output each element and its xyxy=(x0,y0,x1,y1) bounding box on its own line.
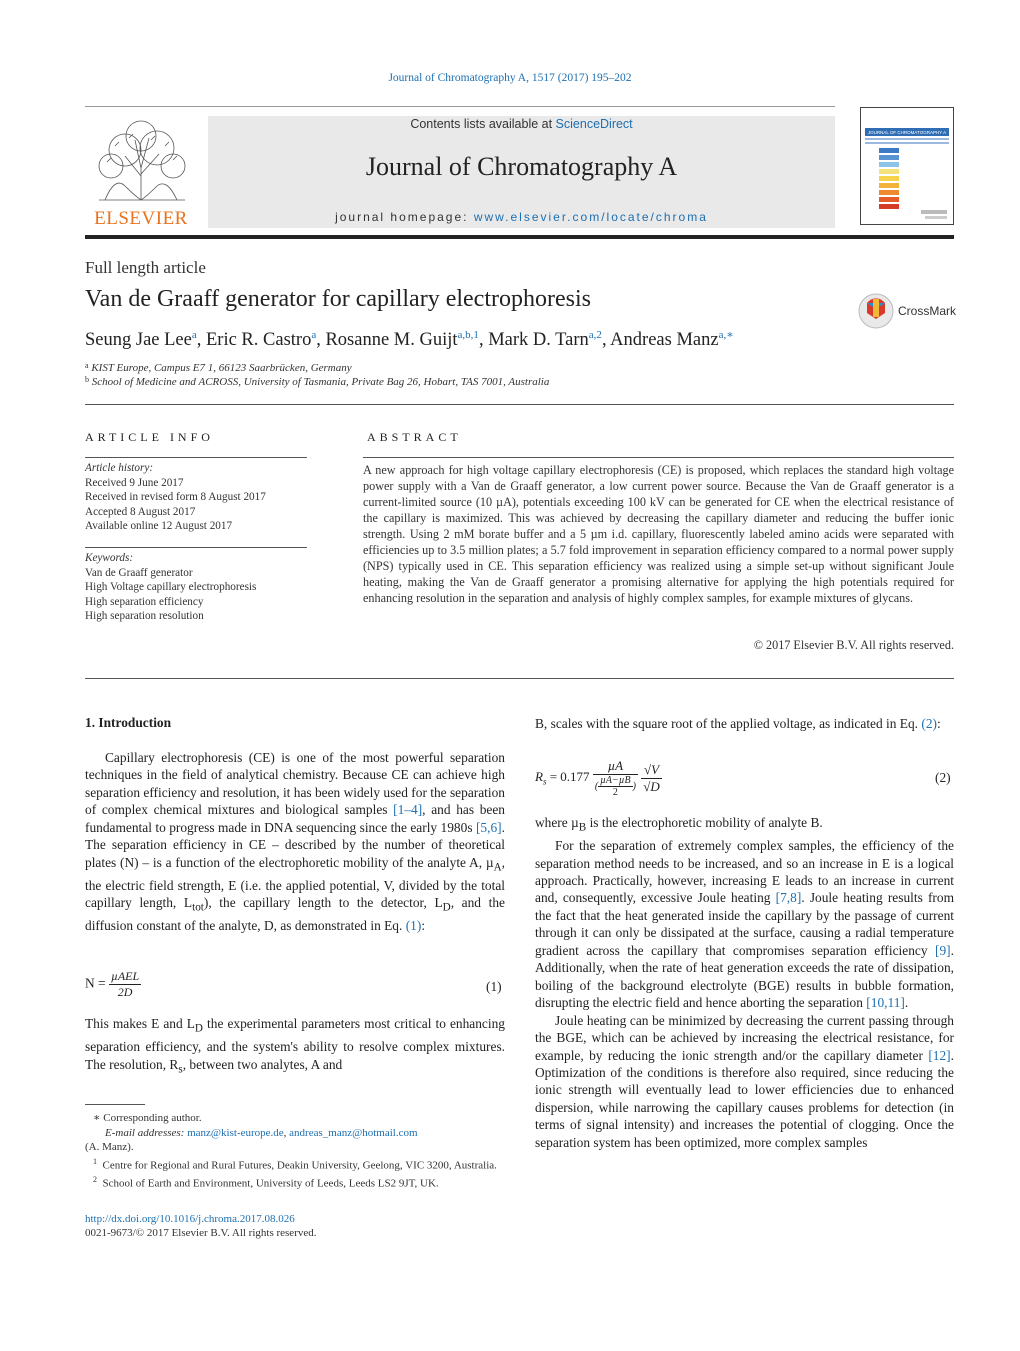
equation-fraction xyxy=(593,758,638,798)
text-run: , between two analytes, A and xyxy=(182,1056,343,1072)
article-info-heading: ARTICLE INFO xyxy=(85,430,214,444)
text-run: Joule heating can be minimized by decreasing the current passing through the BGE, which can be achieved by increasing the electrical resistance, for example, by reducing the ionic strength and/or the capillary diameter xyxy=(535,1012,954,1063)
journal-citation[interactable]: Journal of Chromatography A, 1517 (2017) 195–202 xyxy=(388,72,632,84)
header-rule xyxy=(85,106,835,107)
history-item: Received in revised form 8 August 2017 xyxy=(85,491,266,503)
affiliation-rule xyxy=(85,404,954,405)
author-list: Seung Jae Lee$^a$, Eric R. Castro$^a$, Rosanne M. Guijt$^{a,b,1}$, Mark D. Tarn$^{a,2}$, Andreas Manz$^{a,∗}$ xyxy=(85,329,734,350)
keyword-item: High Voltage capillary electrophoresis xyxy=(85,581,257,593)
body-rule xyxy=(85,678,954,679)
equation-inner-numerator: µA−µB xyxy=(600,775,631,786)
author-name: Seung Jae Lee xyxy=(85,330,192,350)
elsevier-wordmark: ELSEVIER xyxy=(94,208,188,228)
corresponding-author: ∗ Corresponding author. xyxy=(93,1112,202,1124)
text-run: Capillary electrophoresis (CE) is one of the most powerful separation techniques in the field of analytical chemistry. Because CE can achieve high separation efficiency and resolution, it has been widely used for the separation of complex chemical mixtures and biological samples xyxy=(85,750,505,818)
text-run: , and has been fundamental to progress made in DNA sequencing since the early 1980s xyxy=(85,802,505,835)
equation-lhs: R xyxy=(535,768,543,784)
reference-link[interactable]: [12] xyxy=(928,1047,951,1063)
subscript: s xyxy=(178,1063,183,1076)
email-owner: (A. Manz). xyxy=(85,1141,134,1153)
text-run: where µ xyxy=(535,815,579,830)
doi-link[interactable] xyxy=(85,1212,295,1227)
subscript: A xyxy=(493,861,502,874)
footnote-marker: 2 xyxy=(93,1174,97,1184)
text-run: . Additionally, when the rate of heat generation exceeds the rate of dissipation, boiling of the background electrolyte (BGE) results in bubble formation, disrupting the electric field and hence aborting the separation xyxy=(535,942,954,1011)
subscript: D xyxy=(442,901,451,914)
keyword-item: High separation efficiency xyxy=(85,595,204,608)
text-run: the experimental parameters most critical to enhancing separation efficiency, and the system's ability to resolve complex mixtures. The resolution, R xyxy=(85,1016,505,1072)
text-run: : xyxy=(937,716,941,731)
text-run: ), the capillary length to the detector, L xyxy=(203,895,443,911)
keywords xyxy=(85,551,307,624)
author-affil-link[interactable]: a xyxy=(191,329,197,341)
footnote-marker: 1 xyxy=(93,1156,97,1166)
affiliation-text: KIST Europe, Campus E7 1, 66123 Saarbrücken, Germany xyxy=(91,362,352,374)
crossmark-label: CrossMark xyxy=(898,304,957,318)
footnote-2 xyxy=(85,1173,505,1191)
keywords-rule xyxy=(85,547,307,548)
footnote-rule xyxy=(85,1104,145,1105)
elsevier-logo[interactable] xyxy=(85,116,197,228)
history-label: Article history: xyxy=(85,462,154,474)
equation-inner-denominator: 2 xyxy=(612,787,618,798)
equation-numerator: µA xyxy=(593,758,638,775)
text-run: . The separation efficiency in CE – described by the number of theoretical plates (N) – is a function of the electrophoretic mobility of the analyte A, µ xyxy=(85,819,505,870)
author-name: Mark D. Tarn xyxy=(488,330,589,350)
sciencedirect-link[interactable]: ScienceDirect xyxy=(555,117,633,131)
affiliation-marker: b xyxy=(85,375,89,384)
email-link[interactable]: manz@kist-europe.de xyxy=(187,1126,284,1139)
abstract-text: A new approach for high voltage capillary electrophoresis (CE) is proposed, which replaces the standard high voltage power supply with a Van de Graaff generator, a low current power source. Because the Van de Graaff generator is a current-limited source (10 µA), potentials exceeding 100 kV can be generated for CE when the electrical resistance of the capillary is maximized. This was achieved by decreasing the capillary diameter and reducing the buffer ionic strength. Using 2 mM borate buffer and a 5 µm i.d. capillary, fluorescently labeled amino acids were separated with efficiencies up to 3.5 million plates; a 5.7 fold improvement in separation efficiency compared to a normal power supply (NPS) typically used in CE. This separation efficiency was realized using a simple set-up without significant Joule heating, making the Van de Graaff generator a promising alternative for applying the high potentials required for enhancing resolution in the separation and analysis of highly complex samples, for example mixtures of glycans. xyxy=(363,463,954,605)
reference-link[interactable]: [1–4] xyxy=(393,802,423,818)
equation-numerator: µAEL xyxy=(110,969,140,983)
history-item: Available online 12 August 2017 xyxy=(85,520,233,532)
subscript: tot xyxy=(192,901,204,914)
cover-title: JOURNAL OF CHROMATOGRAPHY A xyxy=(867,130,947,135)
abstract-copyright: © 2017 Elsevier B.V. All rights reserved. xyxy=(753,638,954,652)
text-run: . Optimization of the conditions is therefore also required, since reducing the ionic strength will eventually lead to lower efficiencies due to enhanced dispersion, while narrowing the capillary causes problems for detection (in terms of signal intensity) and increases the potential of clogging. Once the separation system has been optimized, more complex samples xyxy=(535,1047,954,1150)
doi-url[interactable]: http://dx.doi.org/10.1016/j.chroma.2017.08.026 xyxy=(85,1213,295,1225)
text-run: For the separation of extremely complex samples, the efficiency of the separation method needs to be increased, and so an increase in E is a logical approach. Practically, however, increasing E leads to an increase in current and, consequently, excessive Joule heating xyxy=(535,838,954,906)
equation-1 xyxy=(85,969,141,1000)
footnote-text: School of Earth and Environment, University of Leeds, Leeds LS2 9JT, UK. xyxy=(102,1177,439,1190)
equation-inner-fraction xyxy=(598,775,633,798)
contents-line xyxy=(208,117,835,131)
intro-paragraph xyxy=(85,1015,505,1079)
journal-title[interactable]: Journal of Chromatography A xyxy=(365,152,678,181)
reference-link[interactable]: [9] xyxy=(935,942,951,958)
text-run: . Joule heating results from the fact that the heat generated inside the capillary by the passage of current through it can only be dissipated at the surface, causing a radial temperature gradient across the capillary that compromises separation efficiency xyxy=(535,890,954,958)
homepage-prefix: journal homepage: xyxy=(335,210,474,224)
header-thick-rule xyxy=(85,235,954,239)
crossmark-badge[interactable] xyxy=(858,291,958,331)
issn-line: 0021-9673/© 2017 Elsevier B.V. All rights reserved. xyxy=(85,1227,317,1239)
crossmark-icon xyxy=(858,291,958,331)
reference-link[interactable]: [10,11] xyxy=(866,995,905,1011)
equation-fraction xyxy=(109,969,141,1000)
homepage-link[interactable]: www.elsevier.com/locate/chroma xyxy=(473,210,708,224)
history-item: Received 9 June 2017 xyxy=(85,476,184,489)
email-link[interactable]: andreas_manz@hotmail.com xyxy=(289,1126,418,1139)
footnote-text: Centre for Regional and Rural Futures, Deakin University, Geelong, VIC 3200, Australia. xyxy=(102,1159,497,1172)
text-run: is the electrophoretic mobility of analyte B. xyxy=(586,815,823,830)
footnote-1 xyxy=(85,1155,505,1173)
journal-cover[interactable] xyxy=(860,107,954,225)
info-rule xyxy=(85,457,307,458)
text-run: . xyxy=(904,995,909,1011)
equation-1-label: (1) xyxy=(486,979,502,994)
text-run: B, scales with the square root of the applied voltage, as indicated in Eq. xyxy=(535,716,922,731)
equation-denominator: 2D xyxy=(117,985,133,999)
email-line xyxy=(85,1126,505,1141)
keyword-item: High separation resolution xyxy=(85,610,204,622)
equation-lhs: N = xyxy=(85,975,106,991)
affiliation xyxy=(85,361,352,374)
affiliation xyxy=(85,375,549,388)
equation-2-label: (2) xyxy=(935,770,951,785)
intro-paragraph xyxy=(85,749,505,935)
reference-link[interactable]: [5,6] xyxy=(475,819,502,835)
contents-prefix: Contents lists available at xyxy=(410,117,556,131)
text-run: : xyxy=(421,918,426,934)
affiliation-marker: a xyxy=(85,361,89,370)
equation-sqrt-v: √V xyxy=(641,762,662,779)
keywords-label: Keywords: xyxy=(85,552,134,564)
equation-2 xyxy=(535,758,662,798)
section-heading: 1. Introduction xyxy=(85,715,172,730)
history-item: Accepted 8 August 2017 xyxy=(85,505,196,518)
subscript: s xyxy=(542,776,547,787)
reference-link[interactable]: [7,8] xyxy=(775,890,802,906)
elsevier-tree-icon xyxy=(85,116,197,228)
subscript: B xyxy=(578,821,587,834)
intro-paragraph xyxy=(535,814,954,1151)
author-affil-link[interactable]: a xyxy=(311,329,317,341)
keyword-item: Van de Graaff generator xyxy=(85,566,193,579)
journal-cover-icon xyxy=(861,108,953,224)
abstract-rule xyxy=(363,457,954,458)
equation-coefficient: = 0.177 xyxy=(549,768,590,784)
footnotes xyxy=(85,1111,505,1191)
intro-paragraph xyxy=(535,715,954,732)
article-title: Van de Graaff generator for capillary electrophoresis xyxy=(85,286,591,312)
article-history xyxy=(85,461,307,534)
equation-link[interactable]: (1) xyxy=(405,918,422,934)
author-name: Andreas Manz xyxy=(610,330,719,350)
text-run: , the electric field strength, E (i.e. the applied potential, V, divided by the total capillary length, L xyxy=(85,854,505,911)
journal-homepage xyxy=(208,210,835,224)
abstract-heading: ABSTRACT xyxy=(367,430,462,444)
equation-link[interactable]: (2) xyxy=(921,716,937,731)
email-separator: , xyxy=(283,1126,290,1139)
text-run: This makes E and L xyxy=(85,1016,195,1031)
author-name: Eric R. Castro xyxy=(206,330,312,350)
author-affil-link[interactable]: a,b,1 xyxy=(457,329,479,341)
author-name: Rosanne M. Guijt xyxy=(325,330,458,350)
affiliation-text: School of Medicine and ACROSS, University of Tasmania, Private Bag 26, Hobart, TAS 7001, Australia xyxy=(91,376,550,388)
author-affil-link[interactable]: a,2 xyxy=(588,329,602,341)
equation-sqrt-d: √D xyxy=(643,778,660,794)
equation-denominator: ( $\frac{\text{µA−µB}}{2}$ ) xyxy=(594,775,636,798)
email-label: E-mail addresses: xyxy=(105,1126,188,1139)
text-run: , and the diffusion constant of the analyte, D, as demonstrated in Eq. xyxy=(85,895,505,934)
equation-fraction xyxy=(641,762,662,795)
subscript: D xyxy=(194,1022,203,1035)
author-affil-link[interactable]: a,∗ xyxy=(718,329,734,341)
article-type: Full length article xyxy=(85,258,206,277)
